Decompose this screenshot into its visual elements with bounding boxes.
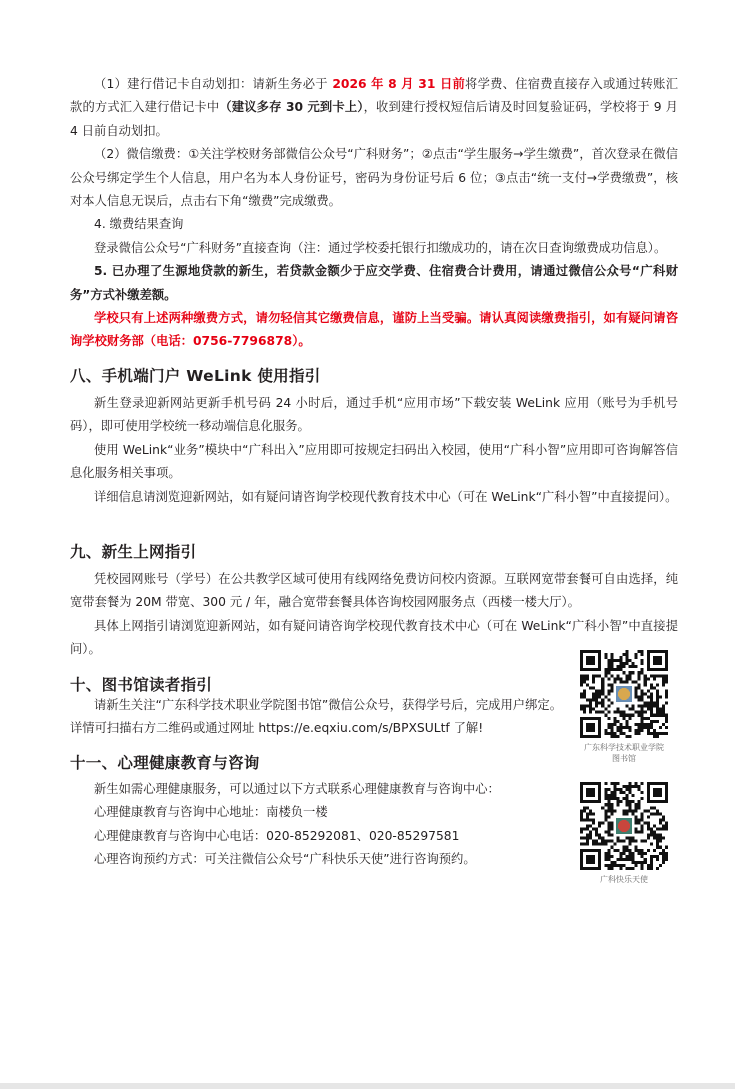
library-qr-caption-line-1: 广东科学技术职业学院 <box>584 743 664 752</box>
library-qr-caption-line-2: 图书馆 <box>612 754 636 763</box>
section-11-p1: 新生如需心理健康服务，可以通过以下方式联系心理健康教育与咨询中心： <box>94 782 500 796</box>
section-9-p1: 凭校园网账号（学号）在公共教学区域可使用有线网络免费访问校内资源。互联网宽带套餐可自由选择，纯宽带套餐为 20M 带宽、300 元 / 年，融合宽带套餐具体咨询校园网服务点（西楼一楼大厅）。 <box>70 572 678 610</box>
payment-wechat-paragraph: （2）微信缴费：①关注学校财务部微信公众号“广科财务”；②点击“学生服务→学生缴费”，首次登录在微信公众号绑定学生个人信息，用户名为本人身份证号，密码为身份证号后 6 位；③点击“统一支付→学费缴费”，核对本人信息无误后，点击右下角“缴费”完成缴费。 <box>70 147 678 209</box>
payment-suggestion: （建议多存 30 元到卡上） <box>219 100 364 115</box>
section-9-p2: 具体上网指引请浏览迎新网站，如有疑问请咨询学校现代教育技术中心（可在 WeLink“广科小智”中直接提问）。 <box>70 618 678 657</box>
counseling-qr-caption: 广科快乐天使 <box>600 875 648 884</box>
section-8-title: 八、手机端门户 WeLink 使用指引 <box>70 367 321 385</box>
section-8-p2: 使用 WeLink“业务”模块中“广科出入”应用即可按规定扫码出入校园，使用“广科小智”应用即可咨询解答信息化服务相关事项。 <box>70 442 678 481</box>
counseling-qr-code-image <box>580 782 668 870</box>
library-qr-code-image <box>580 650 668 738</box>
section-11-phone: 心理健康教育与咨询中心电话：020-85292081、020-85297581 <box>94 828 460 843</box>
counseling-qr-code[interactable] <box>580 782 668 870</box>
payment-query-heading: 4. 缴费结果查询 <box>94 217 184 232</box>
payment-ccb-paragraph <box>70 73 678 143</box>
section-10-p1: 请新生关注“广东科学技术职业学院图书馆”微信公众号，获得学号后，完成用户绑定。详情可扫描右方二维码或通过网址 https://e.eqxiu.com/s/BPXSULtf 了解! <box>70 698 562 736</box>
section-11-body <box>70 778 540 872</box>
payment-loan-paragraph: 5. 已办理了生源地贷款的新生，若贷款金额少于应交学费、住宿费合计费用，请通过微信公众号“广科财务”方式补缴差额。 <box>70 264 678 302</box>
section-10-title: 十、图书馆读者指引 <box>70 676 213 694</box>
payment-section <box>70 73 678 354</box>
section-11-title: 十一、心理健康教育与咨询 <box>70 754 260 772</box>
payment-ccb-text-c: ，收到建行授权短信后请及时回复验证码，学校将于 9 月 4 日前自动划扣。 <box>70 100 678 138</box>
library-qr-code[interactable] <box>580 650 668 738</box>
section-11-address: 心理健康教育与咨询中心地址：南楼负一楼 <box>94 805 328 820</box>
section-11-appointment: 心理咨询预约方式：可关注微信公众号“广科快乐天使”进行咨询预约。 <box>94 852 476 867</box>
payment-query-paragraph: 登录微信公众号“广科财务”直接查询（注：通过学校委托银行扣缴成功的，请在次日查询缴费成功信息）。 <box>94 240 667 255</box>
payment-warning-paragraph: 学校只有上述两种缴费方式，请勿轻信其它缴费信息，谨防上当受骗。请认真阅读缴费指引，如有疑问请咨询学校财务部（电话：0756-7796878）。 <box>70 311 678 349</box>
payment-ccb-text-a: （1）建行借记卡自动划扣：请新生务必于 <box>94 77 328 91</box>
page-bottom-bar <box>0 1083 735 1089</box>
section-8-body <box>70 392 678 509</box>
section-10-body <box>70 694 562 741</box>
payment-ccb-text-b: 将学费、住宿费直接存入或通过转账汇款的方式汇入建行借记卡中 <box>70 77 678 115</box>
payment-deadline: 2026 年 8 月 31 日前 <box>327 77 466 91</box>
section-9-body <box>70 568 678 662</box>
section-8-p3: 详细信息请浏览迎新网站，如有疑问请咨询学校现代教育技术中心（可在 WeLink“广科小智”中直接提问）。 <box>94 489 678 504</box>
library-qr-caption <box>569 742 679 764</box>
section-9-title: 九、新生上网指引 <box>70 543 197 561</box>
section-8-p1: 新生登录迎新网站更新手机号码 24 小时后，通过手机“应用市场”下载安装 WeLink 应用（账号为手机号码），即可使用学校统一移动端信息化服务。 <box>70 396 678 434</box>
